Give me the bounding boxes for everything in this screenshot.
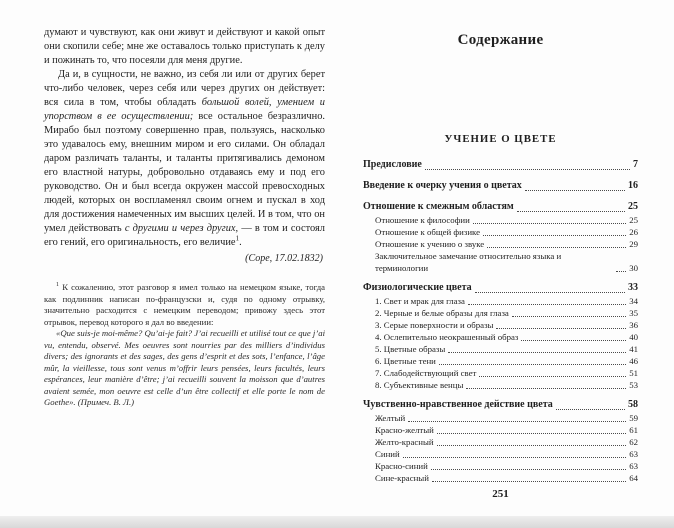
footnote bbox=[44, 282, 325, 409]
text-segment: 1 bbox=[56, 282, 60, 289]
text-segment: (Примеч. В. Л.) bbox=[75, 397, 135, 407]
dot-leader bbox=[466, 388, 626, 389]
toc-entry-page: 59 bbox=[629, 413, 638, 423]
toc-entry-page: 53 bbox=[629, 380, 638, 390]
dot-leader bbox=[437, 445, 627, 446]
toc-entry bbox=[363, 226, 638, 238]
toc-entry-label: 8. Субъективные венцы bbox=[375, 380, 464, 390]
toc-entry bbox=[363, 472, 638, 484]
text-segment: . bbox=[239, 237, 242, 248]
toc-entry-label: Отношение к философии bbox=[375, 215, 470, 225]
toc-entry-page: 34 bbox=[629, 296, 638, 306]
dot-leader bbox=[403, 457, 627, 458]
dot-leader bbox=[496, 328, 626, 329]
toc-entry-label: 3. Серые поверхности и образы bbox=[375, 320, 494, 330]
text-segment: — в том и состоял его гений, его оригинальность, его величие bbox=[44, 223, 325, 248]
dot-leader bbox=[439, 364, 626, 365]
text-segment: все остальное безразлично. Мирабо был поэтому совершенно прав, пользуясь, насколько это удавалось ему, внешним миром и его силами. Он обладал даром различать таланты, и таланты притягивались демоном его властной натуры, добровольно отдаваясь ему и под его руководство. Он и был всегда окружен массой превосходных людей, которых он воспламенял своим огнем и пускал в ход для достижения намеченных им высших целей. И в том, что он умел действовать bbox=[44, 111, 325, 234]
toc-entry bbox=[363, 412, 638, 424]
text-segment: думают и чувствуют, как они живут и действуют и какой опыт они скопили себе; мне же оставалось только приступать к делу и пожинать то, что посеяли для меня другие. bbox=[44, 27, 325, 66]
toc-entry bbox=[363, 436, 638, 448]
toc-entry bbox=[363, 307, 638, 319]
toc-entry-label: Синий bbox=[375, 449, 400, 459]
toc-entry-page: 25 bbox=[628, 201, 638, 212]
paragraph bbox=[44, 68, 325, 250]
toc-entry-page: 26 bbox=[629, 227, 638, 237]
dot-leader bbox=[487, 247, 626, 248]
toc-entry-label: Предисловие bbox=[363, 159, 422, 170]
contents-title: Содержание bbox=[457, 32, 544, 48]
toc-entry bbox=[363, 398, 638, 412]
toc-entry bbox=[363, 331, 638, 343]
toc-entry-label: Физиологические цвета bbox=[363, 282, 472, 293]
dot-leader bbox=[432, 481, 626, 482]
toc-entry-page: 16 bbox=[628, 180, 638, 191]
page-number: 251 bbox=[492, 488, 509, 500]
toc-entry bbox=[363, 367, 638, 379]
toc-entry-label: 4. Ослепительно неокрашенный образ bbox=[375, 332, 519, 342]
toc-entry bbox=[363, 250, 638, 274]
toc-entry-page: 36 bbox=[629, 320, 638, 330]
main-text bbox=[44, 26, 325, 250]
left-page bbox=[0, 0, 337, 516]
dot-leader bbox=[425, 169, 630, 170]
toc-entry-page: 7 bbox=[633, 159, 638, 170]
dot-leader bbox=[517, 211, 625, 212]
toc-entry-label: Красно-синий bbox=[375, 461, 428, 471]
toc-entry-page: 51 bbox=[629, 368, 638, 378]
toc-entry-page: 35 bbox=[629, 308, 638, 318]
toc-entry bbox=[363, 281, 638, 295]
toc-entry-page: 33 bbox=[628, 282, 638, 293]
toc-entry-page: 41 bbox=[629, 344, 638, 354]
table-of-contents bbox=[363, 158, 638, 484]
toc-entry bbox=[363, 379, 638, 391]
toc-entry-page: 62 bbox=[629, 437, 638, 447]
dot-leader bbox=[616, 271, 626, 272]
toc-entry-label: Отношение к смежным областям bbox=[363, 201, 514, 212]
dot-leader bbox=[512, 316, 626, 317]
toc-entry-label: Чувственно-нравственное действие цвета bbox=[363, 399, 553, 410]
dot-leader bbox=[475, 292, 625, 293]
toc-entry-label: 2. Черные и белые образы для глаза bbox=[375, 308, 509, 318]
dot-leader bbox=[437, 433, 626, 434]
toc-entry-label: Введение к очерку учения о цветах bbox=[363, 180, 522, 191]
toc-entry bbox=[363, 200, 638, 214]
toc-entry-label: 1. Свет и мрак для глаза bbox=[375, 296, 465, 306]
toc-entry-page: 29 bbox=[629, 239, 638, 249]
toc-entry-page: 63 bbox=[629, 461, 638, 471]
toc-entry-page: 64 bbox=[629, 473, 638, 483]
toc-entry bbox=[363, 355, 638, 367]
dot-leader bbox=[431, 469, 626, 470]
toc-entry-label: Желтый bbox=[375, 413, 406, 423]
text-segment: с другими и через других, bbox=[124, 223, 239, 234]
toc-entry-label: Желто-красный bbox=[375, 437, 434, 447]
toc-entry bbox=[363, 238, 638, 250]
paragraph bbox=[44, 26, 325, 68]
toc-entry-label: Отношение к учению о звуке bbox=[375, 239, 485, 249]
dot-leader bbox=[448, 352, 626, 353]
dot-leader bbox=[556, 409, 625, 410]
toc-entry-page: 63 bbox=[629, 449, 638, 459]
dot-leader bbox=[473, 223, 626, 224]
toc-entry bbox=[363, 460, 638, 472]
toc-entry-label: Сине-красный bbox=[375, 473, 429, 483]
dot-leader bbox=[483, 235, 626, 236]
section-title: УЧЕНИЕ О ЦВЕТЕ bbox=[444, 133, 557, 145]
attribution: (Соре, 17.02.1832) bbox=[245, 253, 323, 264]
toc-entry bbox=[363, 158, 638, 172]
paragraph bbox=[44, 328, 325, 409]
dot-leader bbox=[525, 190, 625, 191]
toc-entry-page: 25 bbox=[629, 215, 638, 225]
scan-edge bbox=[0, 516, 674, 528]
toc-entry-label: Заключительное замечание относительно языка и терминологии bbox=[375, 251, 562, 273]
toc-entry-page: 58 bbox=[628, 399, 638, 410]
dot-leader bbox=[468, 304, 626, 305]
toc-entry bbox=[363, 424, 638, 436]
text-segment: большой волей, умением и упорством в ее осуществлении; bbox=[44, 97, 325, 122]
dot-leader bbox=[408, 421, 626, 422]
dot-leader bbox=[479, 376, 626, 377]
toc-entry-label: Красно-желтый bbox=[375, 425, 434, 435]
text-segment: 1 bbox=[235, 234, 240, 243]
toc-entry bbox=[363, 295, 638, 307]
toc-entry-page: 61 bbox=[629, 425, 638, 435]
text-segment: Да и, в сущности, не важно, из себя ли или от других берет что-либо человек, через себя или через других он действует: вся сила в том, чтобы обладать bbox=[44, 69, 325, 108]
toc-entry-label: 7. Слабодействующий свет bbox=[375, 368, 477, 378]
toc-entry-page: 30 bbox=[629, 263, 638, 273]
text-segment: «Que suis-je moi-même? Qu’ai-je fait? J’ai recueilli et utilisé tout ce que j’ai vu, entendu, observé. Mes oeuvres sont nourries par des milliers d’individus divers; des ignorants et des sages, des gens d’esprit et des sots, l’enfance, l’âge mûr, la vieillesse, tous sont venus m’offrir leurs pensées, leurs facultés, leurs espérances, leur manière d’être; j’ai recueilli souvent la moisson que d’autres avaient semée, mon oeuvre est celle d’un être collectif et elle porte le nom de Goethe». bbox=[44, 328, 325, 407]
toc-entry bbox=[363, 343, 638, 355]
paragraph bbox=[44, 282, 325, 328]
toc-entry bbox=[363, 214, 638, 226]
toc-entry-label: 6. Цветные тени bbox=[375, 356, 436, 366]
toc-entry bbox=[363, 448, 638, 460]
right-page bbox=[337, 0, 674, 516]
toc-entry-label: Отношение к общей физике bbox=[375, 227, 480, 237]
toc-entry bbox=[363, 179, 638, 193]
toc-entry-page: 46 bbox=[629, 356, 638, 366]
dot-leader bbox=[521, 340, 626, 341]
toc-entry-page: 40 bbox=[629, 332, 638, 342]
text-segment: К сожалению, этот разговор я имел только на немецком языке, тогда как подлинник написан по-французски и, судя по одному отрывку, значительно расходится с немецким переводом; привожу здесь этот отрывок, перевод которого я дал во введении: bbox=[44, 282, 325, 327]
toc-entry-label: 5. Цветные образы bbox=[375, 344, 446, 354]
toc-entry bbox=[363, 319, 638, 331]
